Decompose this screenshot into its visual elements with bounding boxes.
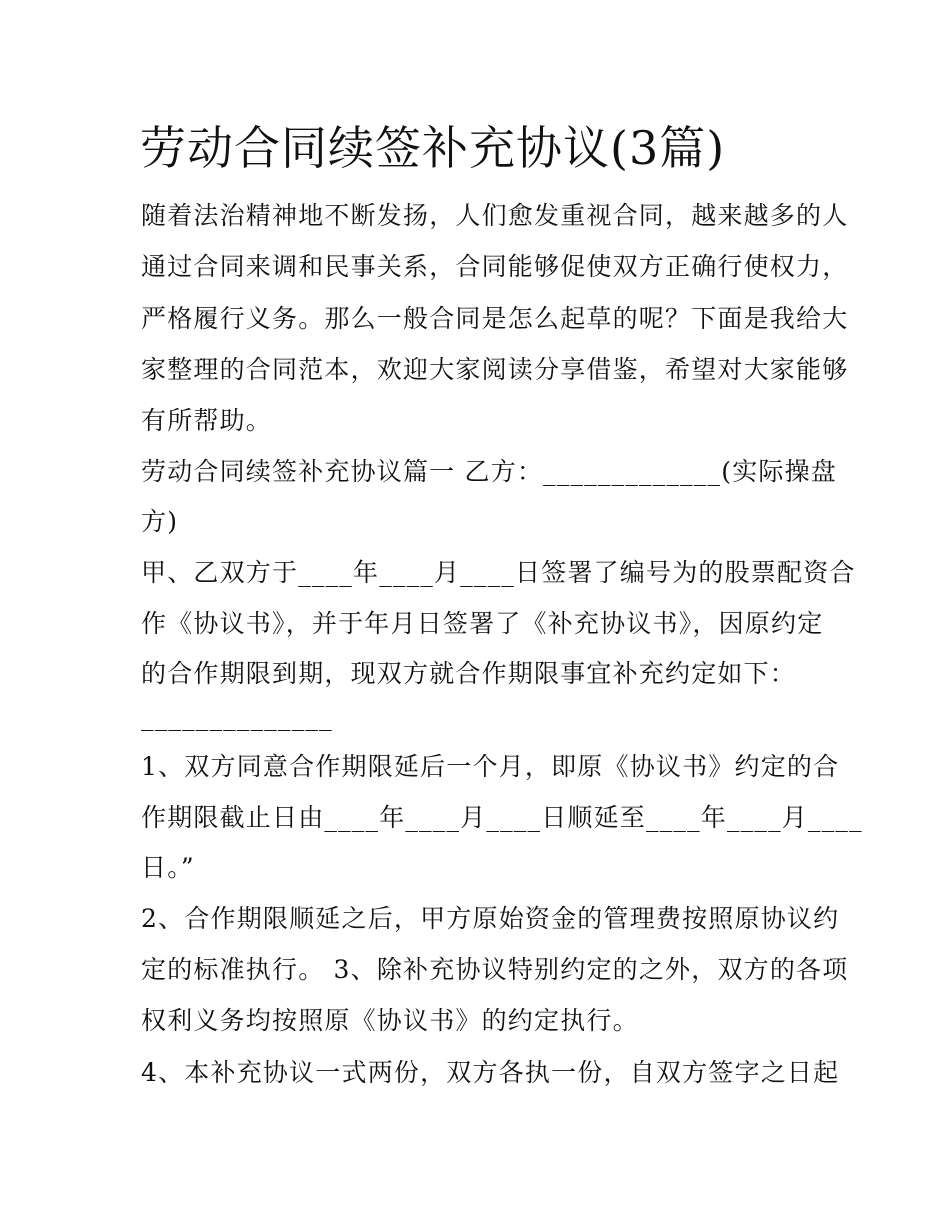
text-line: 方) (141, 507, 179, 536)
text-line: 作期限截止日由____年____月____日顺延至____年____月____ (141, 803, 863, 832)
text-line: 定的标准执行。 3、除补充协议特别约定的之外，双方的各项 (141, 955, 849, 984)
text-line: ______________ (141, 702, 333, 731)
text-line: 2、合作期限顺延之后，甲方原始资金的管理费按照原协议约 (141, 904, 840, 933)
text-line: 的合作期限到期，现双方就合作期限事宜补充约定如下： (141, 659, 797, 688)
document-title: 劳动合同续签补充协议(3篇) (140, 121, 726, 175)
text-line: 4、本补充协议一式两份，双方各执一份，自双方签字之日起 (141, 1058, 840, 1087)
text-line: 随着法治精神地不断发扬，人们愈发重视合同，越来越多的人 (141, 201, 849, 230)
text-line: 作《协议书》，并于年月日签署了《补充协议书》，因原约定 (141, 609, 824, 638)
text-line: 有所帮助。 (141, 406, 273, 435)
text-line: 严格履行义务。那么一般合同是怎么起草的呢？下面是我给大 (141, 304, 849, 333)
text-line: 通过合同来调和民事关系，合同能够促使双方正确行使权力， (141, 252, 849, 281)
text-line: 家整理的合同范本，欢迎大家阅读分享借鉴，希望对大家能够 (141, 355, 849, 384)
text-line: 日。” (141, 853, 195, 882)
text-line: 1、双方同意合作期限延后一个月，即原《协议书》约定的合 (141, 752, 840, 781)
text-line: 权利义务均按照原《协议书》的约定执行。 (141, 1006, 639, 1035)
text-line: 甲、乙双方于____年____月____日签署了编号为的股票配资合 (141, 558, 856, 587)
text-line: 劳动合同续签补充协议篇一 乙方：_____________(实际操盘 (141, 457, 838, 486)
